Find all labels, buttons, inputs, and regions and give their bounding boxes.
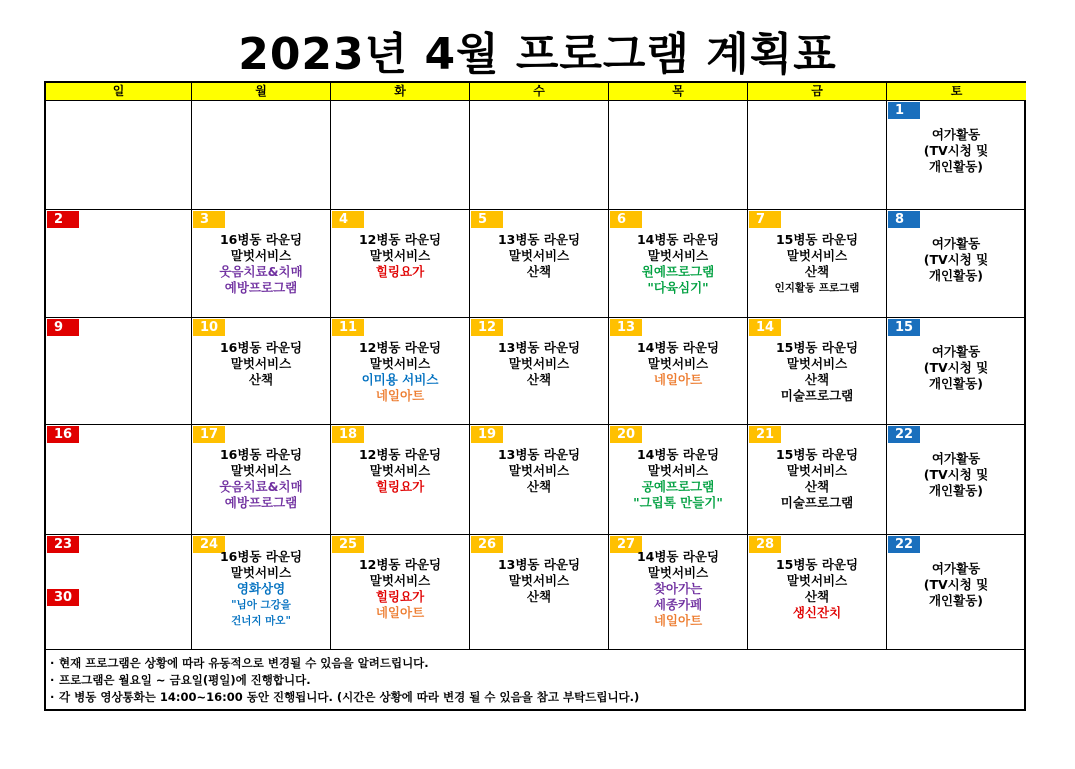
note-item: · 현재 프로그램은 상황에 따라 유동적으로 변경될 수 있음을 알려드립니다. <box>50 656 429 670</box>
schedule-line: 영화상영 <box>236 581 286 596</box>
schedule-content <box>331 340 469 404</box>
schedule-line: 말벗서비스 <box>369 573 431 588</box>
schedule-content <box>609 340 747 388</box>
schedule-line: 15병동 라운딩 <box>775 340 859 355</box>
schedule-line: 말벗서비스 <box>647 248 709 263</box>
schedule-line: 산책 <box>526 372 552 387</box>
schedule-line: 말벗서비스 <box>369 463 431 478</box>
day-number: 27 <box>610 536 642 553</box>
weekday-header: 금 <box>748 83 887 100</box>
day-number: 5 <box>471 211 503 228</box>
schedule-line: 12병동 라운딩 <box>358 557 442 572</box>
schedule-line: 개인활동) <box>928 593 983 608</box>
schedule-content <box>192 232 330 296</box>
schedule-line: 웃음치료&치매 <box>219 479 303 494</box>
page-title: 2023년 4월 프로그램 계획표 <box>238 29 837 80</box>
schedule-line: 12병동 라운딩 <box>358 447 442 462</box>
day-number: 7 <box>749 211 781 228</box>
schedule-line: 말벗서비스 <box>786 463 848 478</box>
day-cell <box>192 210 330 317</box>
schedule-line: 말벗서비스 <box>647 565 709 580</box>
schedule-line: 산책 <box>804 589 830 604</box>
schedule-line: 미술프로그램 <box>780 388 854 403</box>
schedule-content <box>331 557 469 621</box>
schedule-content <box>470 340 608 388</box>
schedule-line: 산책 <box>804 372 830 387</box>
schedule-line: (TV시청 및 <box>923 360 989 375</box>
schedule-line: (TV시청 및 <box>923 467 989 482</box>
day-cell <box>192 535 330 649</box>
day-cell <box>46 210 191 317</box>
schedule-line: 산책 <box>804 479 830 494</box>
schedule-line: 산책 <box>248 372 274 387</box>
schedule-line: 웃음치료&치매 <box>219 264 303 279</box>
day-number: 9 <box>47 319 79 336</box>
schedule-line: 여가활동 <box>931 127 981 142</box>
day-number: 11 <box>332 319 364 336</box>
schedule-content <box>887 451 1025 499</box>
day-number: 22 <box>888 426 920 443</box>
schedule-content <box>331 447 469 495</box>
day-number: 14 <box>749 319 781 336</box>
schedule-content <box>192 447 330 511</box>
day-number: 8 <box>888 211 920 228</box>
schedule-line: 산책 <box>526 264 552 279</box>
schedule-content <box>470 447 608 495</box>
schedule-line: 15병동 라운딩 <box>775 557 859 572</box>
schedule-line: 개인활동) <box>928 483 983 498</box>
day-cell <box>331 101 469 209</box>
day-number: 30 <box>47 589 79 606</box>
schedule-line: 말벗서비스 <box>508 573 570 588</box>
schedule-content <box>748 557 886 621</box>
schedule-line: 16병동 라운딩 <box>219 340 303 355</box>
schedule-line: 말벗서비스 <box>786 356 848 371</box>
schedule-line: 산책 <box>804 264 830 279</box>
schedule-line: 말벗서비스 <box>369 356 431 371</box>
schedule-line: 생신잔치 <box>792 605 842 620</box>
day-number: 22 <box>888 536 920 553</box>
day-number: 6 <box>610 211 642 228</box>
day-cell <box>470 101 608 209</box>
day-number: 2 <box>47 211 79 228</box>
weekday-header: 목 <box>609 83 748 100</box>
day-cell <box>331 318 469 424</box>
schedule-line: 14병동 라운딩 <box>636 340 720 355</box>
day-number: 23 <box>47 536 79 553</box>
day-cell <box>470 535 608 649</box>
weekday-header: 월 <box>192 83 331 100</box>
schedule-line: 예방프로그램 <box>224 280 298 295</box>
schedule-line: 13병동 라운딩 <box>497 447 581 462</box>
day-cell <box>192 318 330 424</box>
schedule-content <box>887 127 1025 175</box>
schedule-line: 힐링요가 <box>375 589 425 604</box>
schedule-line: 14병동 라운딩 <box>636 549 720 564</box>
schedule-line: 12병동 라운딩 <box>358 340 442 355</box>
schedule-line: 15병동 라운딩 <box>775 447 859 462</box>
day-cell <box>609 101 747 209</box>
weekday-header: 일 <box>46 83 192 100</box>
day-number: 19 <box>471 426 503 443</box>
schedule-line: 네일아트 <box>653 613 703 628</box>
day-number: 3 <box>193 211 225 228</box>
day-cell <box>331 535 469 649</box>
day-number: 4 <box>332 211 364 228</box>
day-number: 18 <box>332 426 364 443</box>
day-cell <box>748 425 886 534</box>
schedule-line: 13병동 라운딩 <box>497 232 581 247</box>
day-cell <box>192 425 330 534</box>
day-cell <box>46 535 191 649</box>
day-cell <box>609 425 747 534</box>
day-number: 26 <box>471 536 503 553</box>
weekday-header: 화 <box>331 83 470 100</box>
schedule-line: 말벗서비스 <box>230 248 292 263</box>
schedule-content <box>609 447 747 511</box>
schedule-line: 개인활동) <box>928 268 983 283</box>
schedule-line: 13병동 라운딩 <box>497 557 581 572</box>
day-number: 17 <box>193 426 225 443</box>
schedule-line: 여가활동 <box>931 561 981 576</box>
schedule-content <box>748 447 886 511</box>
schedule-line: "님아 그강을 <box>231 599 291 611</box>
schedule-line: 예방프로그램 <box>224 495 298 510</box>
schedule-line: 산책 <box>526 589 552 604</box>
day-number: 13 <box>610 319 642 336</box>
day-number: 20 <box>610 426 642 443</box>
schedule-line: (TV시청 및 <box>923 252 989 267</box>
day-cell <box>609 535 747 649</box>
schedule-line: 힐링요가 <box>375 264 425 279</box>
schedule-line: 말벗서비스 <box>647 356 709 371</box>
row-divider <box>46 649 1024 650</box>
day-cell <box>470 425 608 534</box>
day-cell <box>748 210 886 317</box>
schedule-line: 14병동 라운딩 <box>636 447 720 462</box>
weekday-header: 수 <box>470 83 609 100</box>
schedule-line: 16병동 라운딩 <box>219 447 303 462</box>
schedule-line: 세종카페 <box>653 597 703 612</box>
schedule-line: 15병동 라운딩 <box>775 232 859 247</box>
schedule-line: 말벗서비스 <box>786 248 848 263</box>
schedule-line: 여가활동 <box>931 451 981 466</box>
schedule-line: 여가활동 <box>931 344 981 359</box>
schedule-line: 개인활동) <box>928 376 983 391</box>
schedule-line: 말벗서비스 <box>647 463 709 478</box>
schedule-line: 산책 <box>526 479 552 494</box>
calendar-grid <box>44 81 1026 711</box>
day-number: 21 <box>749 426 781 443</box>
day-cell <box>331 210 469 317</box>
schedule-line: 14병동 라운딩 <box>636 232 720 247</box>
schedule-content <box>470 232 608 280</box>
day-number: 16 <box>47 426 79 443</box>
schedule-line: 말벗서비스 <box>786 573 848 588</box>
day-cell <box>46 101 191 209</box>
schedule-line: 말벗서비스 <box>230 356 292 371</box>
day-number: 25 <box>332 536 364 553</box>
day-number: 15 <box>888 319 920 336</box>
schedule-line: 말벗서비스 <box>508 248 570 263</box>
day-cell <box>609 318 747 424</box>
day-cell <box>887 210 1025 317</box>
day-cell <box>46 318 191 424</box>
note-item: · 각 병동 영상통화는 14:00~16:00 동안 진행됩니다. (시간은 상황에 따라 변경 될 수 있음을 참고 부탁드립니다.) <box>50 690 640 704</box>
schedule-line: 인지활동 프로그램 <box>774 282 860 294</box>
schedule-line: 건너지 마오" <box>231 615 291 627</box>
schedule-line: 이미용 서비스 <box>361 372 439 387</box>
schedule-content <box>331 232 469 280</box>
day-number: 28 <box>749 536 781 553</box>
schedule-line: 네일아트 <box>375 388 425 403</box>
day-number: 12 <box>471 319 503 336</box>
schedule-line: 찾아가는 <box>653 581 703 596</box>
notes <box>50 655 1020 706</box>
day-cell <box>887 318 1025 424</box>
day-number: 10 <box>193 319 225 336</box>
schedule-line: 말벗서비스 <box>230 565 292 580</box>
note-item: · 프로그램은 월요일 ~ 금요일(평일)에 진행합니다. <box>50 673 311 687</box>
schedule-content <box>470 557 608 605</box>
day-number: 1 <box>888 102 920 119</box>
schedule-line: "그립톡 만들기" <box>633 495 723 510</box>
day-cell <box>748 101 886 209</box>
schedule-line: 말벗서비스 <box>508 463 570 478</box>
day-cell <box>609 210 747 317</box>
schedule-line: (TV시청 및 <box>923 577 989 592</box>
day-cell <box>470 210 608 317</box>
schedule-content <box>887 561 1025 609</box>
schedule-line: 원예프로그램 <box>641 264 715 279</box>
day-cell <box>470 318 608 424</box>
schedule-content <box>748 340 886 404</box>
schedule-content <box>192 549 330 629</box>
schedule-content <box>748 232 886 296</box>
day-number: 24 <box>193 536 225 553</box>
schedule-line: 말벗서비스 <box>369 248 431 263</box>
day-cell <box>748 318 886 424</box>
day-cell <box>46 425 191 534</box>
day-cell <box>331 425 469 534</box>
schedule-line: (TV시청 및 <box>923 143 989 158</box>
schedule-line: 16병동 라운딩 <box>219 549 303 564</box>
day-cell <box>748 535 886 649</box>
day-cell <box>887 535 1025 649</box>
schedule-line: 미술프로그램 <box>780 495 854 510</box>
schedule-line: 여가활동 <box>931 236 981 251</box>
schedule-line: 네일아트 <box>375 605 425 620</box>
schedule-line: 말벗서비스 <box>508 356 570 371</box>
day-cell <box>887 425 1025 534</box>
day-cell <box>887 101 1025 209</box>
day-cell <box>192 101 330 209</box>
schedule-line: "다육심기" <box>647 280 709 295</box>
schedule-line: 말벗서비스 <box>230 463 292 478</box>
schedule-content <box>887 236 1025 284</box>
schedule-line: 13병동 라운딩 <box>497 340 581 355</box>
schedule-line: 16병동 라운딩 <box>219 232 303 247</box>
schedule-line: 힐링요가 <box>375 479 425 494</box>
schedule-content <box>192 340 330 388</box>
schedule-line: 네일아트 <box>653 372 703 387</box>
schedule-content <box>887 344 1025 392</box>
schedule-content <box>609 232 747 296</box>
weekday-header: 토 <box>887 83 1026 100</box>
schedule-line: 공예프로그램 <box>641 479 715 494</box>
schedule-content <box>609 549 747 629</box>
schedule-line: 개인활동) <box>928 159 983 174</box>
schedule-line: 12병동 라운딩 <box>358 232 442 247</box>
